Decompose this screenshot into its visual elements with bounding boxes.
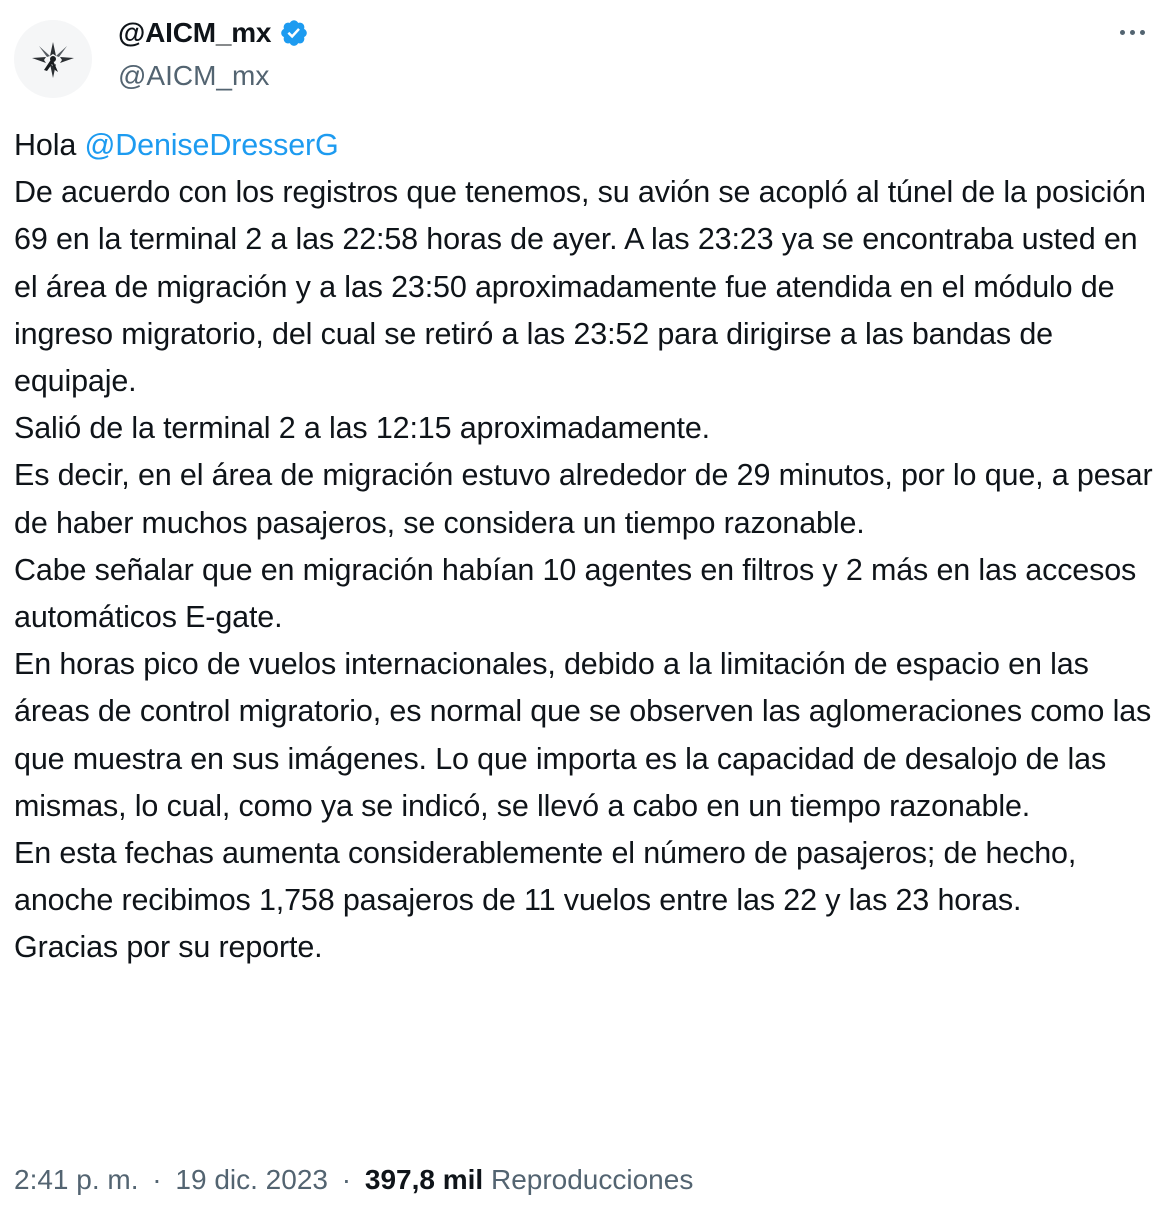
- verified-badge-icon[interactable]: [279, 18, 309, 48]
- views-count: 397,8 mil: [364, 1164, 484, 1195]
- author-names: [118, 14, 309, 94]
- tweet-paragraph: Cabe señalar que en migración habían 10 agentes en filtros y 2 más en las accesos automáticos E-gate.: [14, 552, 1137, 635]
- tweet-date[interactable]: 19 dic. 2023: [175, 1164, 328, 1195]
- tweet-text: [14, 122, 1160, 972]
- more-options-icon[interactable]: [1112, 20, 1152, 44]
- tweet-greeting-line: [14, 122, 1160, 169]
- aicm-logo-icon[interactable]: [14, 20, 92, 98]
- meta-separator: ·: [341, 1164, 352, 1195]
- tweet-paragraph: En esta fechas aumenta considerablemente el número de pasajeros; de hecho, anoche recibimos 1,758 pasajeros de 11 vuelos entre las 22 y las 23 horas.: [14, 836, 1077, 918]
- tweet-paragraph: En horas pico de vuelos internacionales, debido a la limitación de espacio en las áreas de control migratorio, es normal que se observen las aglomeraciones como las que muestra en sus imágenes. Lo que importa es la capacidad de desalojo de las mismas, lo cual, como ya se indicó, se llevó a cabo en un tiempo razonable.: [14, 647, 1152, 823]
- tweet-paragraph: De acuerdo con los registros que tenemos, su avión se acopló al túnel de la posición 69 en la terminal 2 a las 22:58 horas de ayer. A las 23:23 ya se encontraba usted en el área de migración y a las 23:50 aproximadamente fue atendida en el módulo de ingreso migratorio, del cual se retiró a las 23:52 para dirigirse a las bandas de equipaje.: [14, 175, 1146, 399]
- more-dot: [1130, 30, 1135, 35]
- tweet-header: [0, 0, 1170, 110]
- tweet-paragraph: Es decir, en el área de migración estuvo alrededor de 29 minutos, por lo que, a pesar de haber muchos pasajeros, se considera un tiempo razonable.: [14, 458, 1153, 540]
- author-display-name[interactable]: @AICM_mx: [118, 17, 272, 48]
- views-label: Reproducciones: [490, 1164, 694, 1195]
- tweet-time[interactable]: 2:41 p. m.: [14, 1164, 139, 1195]
- tweet-paragraph: Gracias por su reporte.: [14, 930, 323, 965]
- author-handle[interactable]: @AICM_mx: [118, 60, 270, 91]
- meta-separator: ·: [152, 1164, 162, 1195]
- more-dot: [1140, 30, 1145, 35]
- more-dot: [1120, 30, 1125, 35]
- tweet-meta: [14, 1160, 693, 1200]
- mention-link[interactable]: @DeniseDresserG: [84, 128, 339, 162]
- display-name-row: [118, 14, 309, 52]
- greeting: Hola: [14, 128, 77, 162]
- tweet-paragraph: Salió de la terminal 2 a las 12:15 aproximadamente.: [14, 411, 710, 446]
